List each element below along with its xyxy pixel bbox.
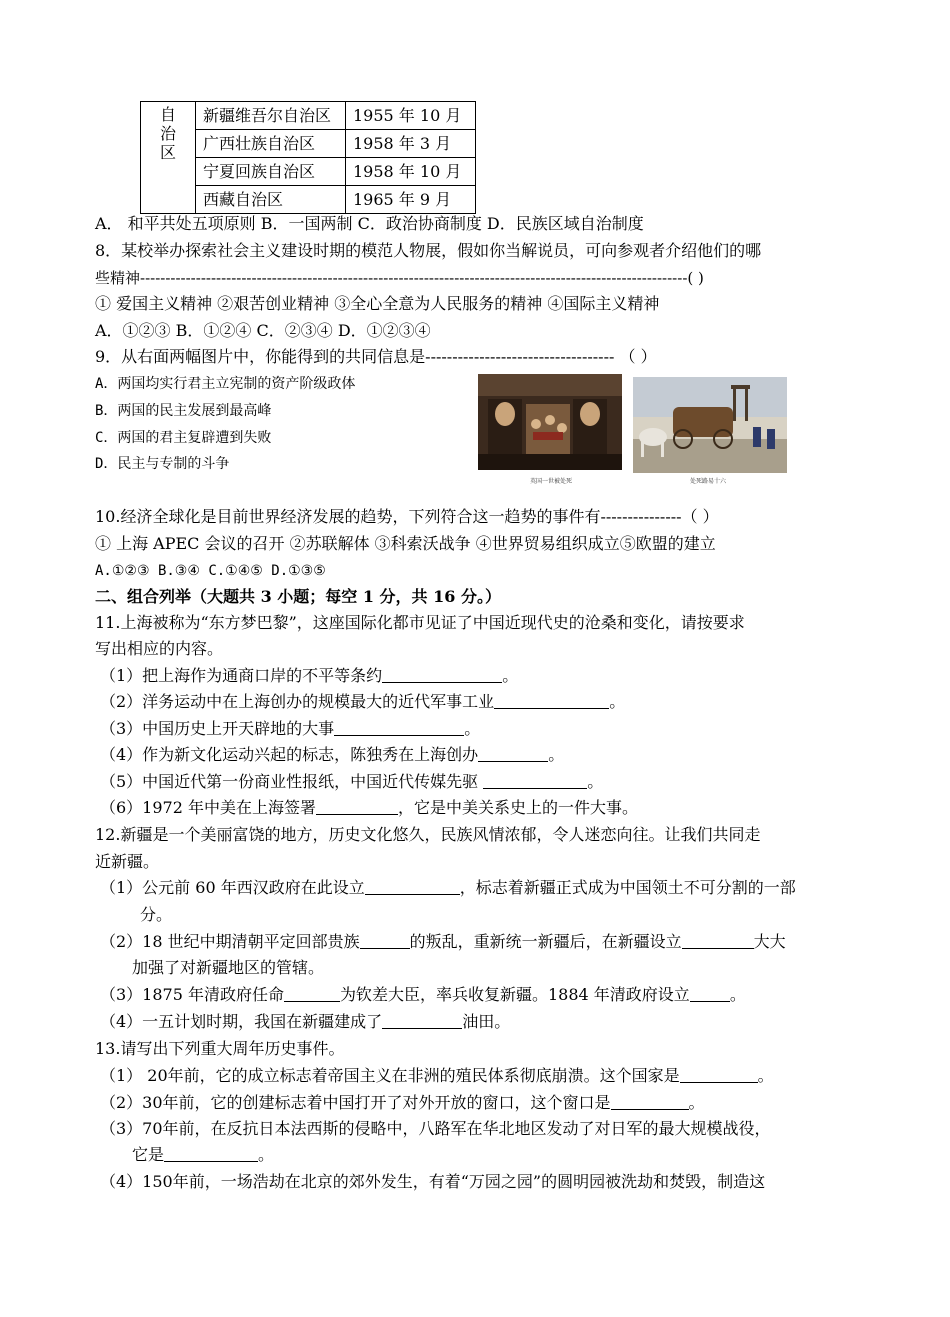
answer-blank[interactable]	[360, 932, 410, 949]
q12-stem-line2: 近新疆。	[95, 852, 160, 871]
q12-part2-text-mid: 的叛乱，重新统一新疆后，在新疆设立	[409, 932, 682, 951]
q11-stem-line1: 11.上海被称为“东方梦巴黎”，这座国际化都市见证了中国近现代史的沧桑和变化，请按要求	[95, 613, 745, 632]
q12-part4-text: （4）一五计划时期，我国在新疆建成了	[100, 1012, 383, 1031]
q11-part2	[100, 692, 625, 712]
answer-blank[interactable]	[611, 1093, 689, 1110]
answer-blank[interactable]	[483, 772, 587, 789]
period: 。	[729, 985, 746, 1004]
q8-stem-line1: 8．某校举办探索社会主义建设时期的模范人物展，假如你当解说员，可向参观者介绍他们的哪	[95, 241, 762, 260]
table-cell-name: 新疆维吾尔自治区	[196, 102, 346, 130]
q12-part2-text: （2）18 世纪中期清朝平定回部贵族	[100, 932, 360, 951]
q13-part1-text: （1） 20年前，它的成立标志着帝国主义在非洲的殖民体系彻底崩溃。这个国家是	[100, 1066, 680, 1085]
q11-part6-text-end: ，它是中美关系史上的一件大事。	[398, 798, 639, 817]
q11-part4-text: （4）作为新文化运动兴起的标志，陈独秀在上海创办	[100, 745, 479, 764]
q10-items: ① 上海 APEC 会议的召开 ②苏联解体 ③科索沃战争 ④世界贸易组织成立⑤欧盟的建立	[95, 534, 716, 553]
table-cell-date: 1965 年 9 月	[346, 186, 476, 214]
q12-part1-continued: 分。	[140, 905, 173, 924]
q11-stem-line2: 写出相应的内容。	[95, 639, 224, 658]
period: 。	[757, 1066, 774, 1085]
category-char: 治	[159, 124, 176, 143]
table-category-cell	[141, 102, 196, 214]
answer-blank[interactable]	[690, 985, 730, 1002]
answer-blank[interactable]	[680, 1066, 758, 1083]
q13-part1	[100, 1066, 774, 1086]
q12-part3	[100, 985, 746, 1005]
table-cell-date: 1958 年 10 月	[346, 158, 476, 186]
q12-part2	[100, 932, 786, 952]
q12-part3-text: （3）1875 年清政府任命	[100, 985, 284, 1004]
q13-part4: （4）150年前，一场浩劫在北京的郊外发生，有着“万园之园”的圆明园被洗劫和焚毁，制造这	[100, 1172, 766, 1191]
caption-right-picture: 处死路易十六	[690, 478, 727, 485]
answer-blank[interactable]	[164, 1145, 258, 1162]
table-cell-date: 1955 年 10 月	[346, 102, 476, 130]
q10-options: A.①②③ B.③④ C.①④⑤ D.①③⑤	[95, 563, 326, 579]
q11-part6-text: （6）1972 年中美在上海签署	[100, 798, 316, 817]
period: 。	[502, 666, 519, 685]
category-char: 自	[159, 105, 176, 124]
q12-part1-text: （1）公元前 60 年西汉政府在此设立	[100, 878, 365, 897]
caption-left-picture: 英国一世被处死	[530, 478, 573, 485]
table-cell-name: 西藏自治区	[196, 186, 346, 214]
answer-blank[interactable]	[316, 798, 398, 815]
answer-blank[interactable]	[284, 985, 340, 1002]
answer-blank[interactable]	[334, 719, 464, 736]
q13-stem: 13.请写出下列重大周年历史事件。	[95, 1039, 345, 1058]
q12-part1	[100, 878, 796, 898]
period: 。	[609, 692, 626, 711]
q9-option-d: D．民主与专制的斗争	[95, 456, 230, 472]
table-cell-name: 广西壮族自治区	[196, 130, 346, 158]
q12-part2-continued: 加强了对新疆地区的管辖。	[132, 958, 325, 977]
q8-stem-line2: 些精神------------------------------------------------------------------------------------------------------------( )	[95, 269, 704, 287]
period: 。	[587, 772, 604, 791]
q12-part4	[100, 1012, 510, 1032]
q11-part5-text: （5）中国近代第一份商业性报纸，中国近代传媒先驱	[100, 772, 484, 791]
execution-of-charles-painting	[478, 374, 622, 470]
q12-part1-text-end: ，标志着新疆正式成为中国领土不可分割的一部	[459, 878, 796, 897]
category-char: 区	[159, 143, 176, 162]
q11-part5	[100, 772, 603, 792]
execution-of-louis-painting	[633, 377, 787, 473]
q12-part3-text-mid: 为钦差大臣，率兵收复新疆。1884 年清政府设立	[340, 985, 690, 1004]
answer-blank[interactable]	[478, 745, 548, 762]
period: 。	[548, 745, 565, 764]
q11-part1	[100, 666, 518, 686]
q11-part2-text: （2）洋务运动中在上海创办的规模最大的近代军事工业	[100, 692, 495, 711]
q13-part3-continued	[132, 1145, 274, 1165]
table-cell-date: 1958 年 3 月	[346, 130, 476, 158]
period: 。	[464, 719, 481, 738]
q11-part1-text: （1）把上海作为通商口岸的不平等条约	[100, 666, 383, 685]
q11-part3	[100, 719, 480, 739]
q12-part4-text-end: 油田。	[462, 1012, 511, 1031]
q12-part2-text-end: 大大	[753, 932, 786, 951]
period: 。	[258, 1145, 275, 1164]
answer-blank[interactable]	[382, 1012, 462, 1029]
answer-blank[interactable]	[382, 666, 502, 683]
q13-part3: （3）70年前，在反抗日本法西斯的侵略中，八路军在华北地区发动了对日军的最大规模战役，	[100, 1119, 771, 1138]
answer-blank[interactable]	[682, 932, 754, 949]
q11-part3-text: （3）中国历史上开天辟地的大事	[100, 719, 335, 738]
q8-options: A．①②③ B．①②④ C．②③④ D．①②③④	[95, 321, 431, 340]
autonomous-region-table	[140, 101, 476, 214]
q10-stem: 10.经济全球化是目前世界经济发展的趋势，下列符合这一趋势的事件有---------------（ ）	[95, 507, 719, 526]
answer-blank[interactable]	[494, 692, 609, 709]
q9-option-a: A．两国均实行君主立宪制的资产阶级政体	[95, 376, 356, 392]
q9-stem: 9．从右面两幅图片中，你能得到的共同信息是----------------------------------- （ ）	[95, 347, 657, 366]
q13-part3-text: 它是	[132, 1145, 165, 1164]
table-cell-name: 宁夏回族自治区	[196, 158, 346, 186]
q11-part6	[100, 798, 638, 818]
section-two-heading: 二、组合列举（大题共 3 小题；每空 1 分，共 16 分。）	[95, 587, 501, 606]
q9-option-b: B．两国的民主发展到最高峰	[95, 403, 272, 419]
q8-items: ① 爱国主义精神 ②艰苦创业精神 ③全心全意为人民服务的精神 ④国际主义精神	[95, 294, 660, 313]
q13-part2	[100, 1093, 705, 1113]
q11-part4	[100, 745, 564, 765]
q13-part2-text: （2）30年前，它的创建标志着中国打开了对外开放的窗口，这个窗口是	[100, 1093, 611, 1112]
q9-option-c: C．两国的君主复辟遭到失败	[95, 430, 272, 446]
period: 。	[688, 1093, 705, 1112]
q7-options: A． 和平共处五项原则 B．一国两制 C．政治协商制度 D．民族区域自治制度	[95, 214, 644, 233]
answer-blank[interactable]	[365, 878, 460, 895]
q12-stem-line1: 12.新疆是一个美丽富饶的地方，历史文化悠久，民族风情浓郁，令人迷恋向往。让我们共同走	[95, 825, 761, 844]
